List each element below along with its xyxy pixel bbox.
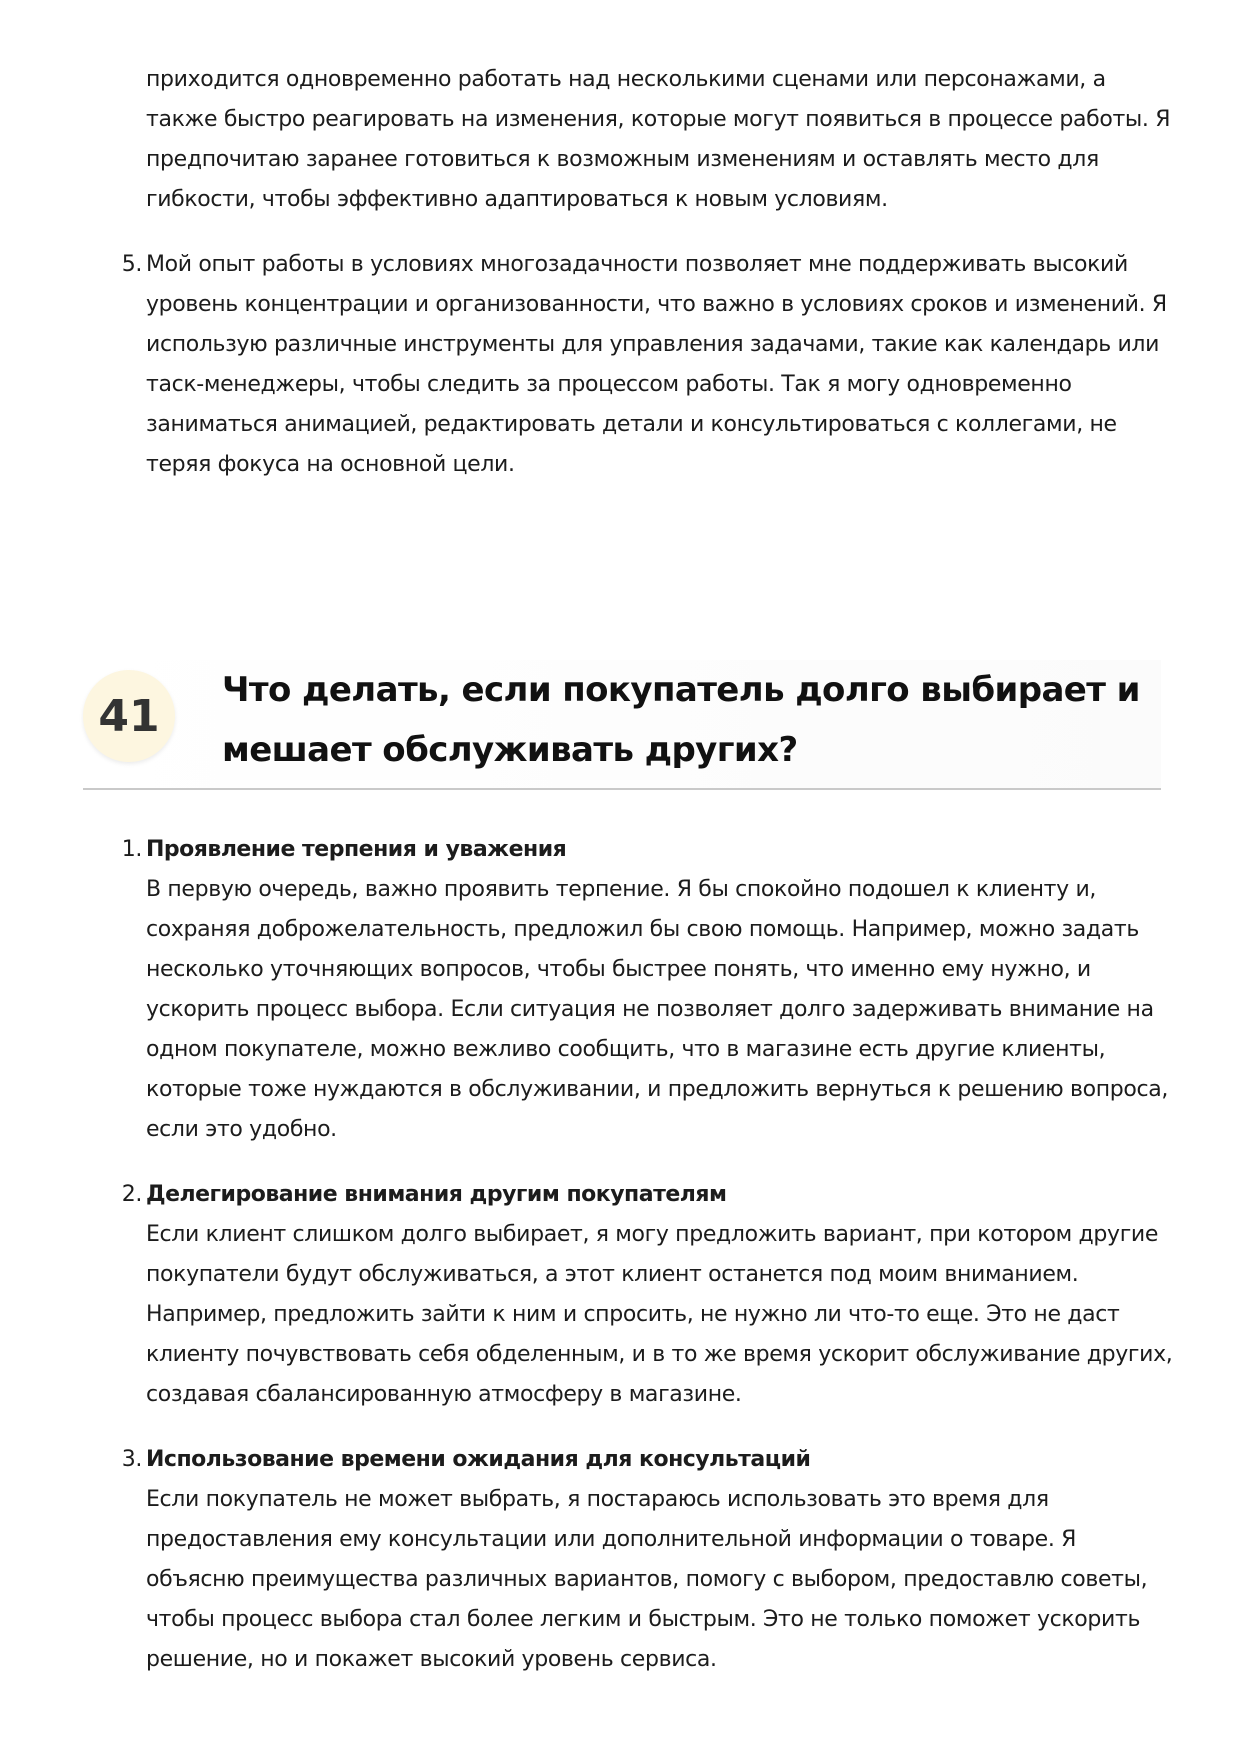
answer-body: Если покупатель не может выбрать, я постараюсь использовать это время для предоставления ему консультации или дополнительной информации о товаре. Я объясню преимущества различных вариантов, помогу с выбором, предоставлю советы, чтобы процесс выбора стал более легким и быстрым. Это не только поможет ускорить решение, но и покажет высокий уровень сервиса. <box>146 1487 1148 1672</box>
answer-title: Проявление терпения и уважения <box>146 837 567 862</box>
list-number: 2. <box>121 1182 142 1207</box>
question-title: Что делать, если покупатель долго выбирает и мешает обслуживать других? <box>222 670 1140 770</box>
question-number-badge: 41 <box>83 670 175 762</box>
list-item-5 <box>121 245 1176 485</box>
continuation-paragraph: приходится одновременно работать над несколькими сценами или персонажами, а также быстро реагировать на изменения, которые могут появиться в процессе работы. Я предпочитаю заранее готовиться к возможным изменениям и оставлять место для гибкости, чтобы эффективно адаптироваться к новым условиям. <box>146 67 1171 212</box>
question-header <box>83 660 1161 790</box>
list-number: 5. <box>121 252 142 277</box>
list-item-text: Мой опыт работы в условиях многозадачности позволяет мне поддерживать высокий уровень концентрации и организованности, что важно в условиях сроков и изменений. Я использую различные инструменты для управления задачами, такие как календарь или таск-менеджеры, чтобы следить за процессом работы. Так я могу одновременно заниматься анимацией, редактировать детали и консультироваться с коллегами, не теряя фокуса на основной цели. <box>146 252 1167 477</box>
answer-title: Делегирование внимания другим покупателям <box>146 1182 727 1207</box>
list-number: 1. <box>121 837 142 862</box>
answer-item-2 <box>121 1175 1176 1415</box>
answer-item-1 <box>121 830 1176 1150</box>
answer-item-3 <box>121 1440 1176 1680</box>
answer-body: В первую очередь, важно проявить терпение. Я бы спокойно подошел к клиенту и, сохраняя доброжелательность, предложил бы свою помощь. Например, можно задать несколько уточняющих вопросов, чтобы быстрее понять, что именно ему нужно, и ускорить процесс выбора. Если ситуация не позволяет долго задерживать внимание на одном покупателе, можно вежливо сообщить, что в магазине есть другие клиенты, которые тоже нуждаются в обслуживании, и предложить вернуться к решению вопроса, если это удобно. <box>146 877 1168 1142</box>
answer-title: Использование времени ожидания для консультаций <box>146 1447 811 1472</box>
answer-body: Если клиент слишком долго выбирает, я могу предложить вариант, при котором другие покупатели будут обслуживаться, а этот клиент останется под моим вниманием. Например, предложить зайти к ним и спросить, не нужно ли что-то еще. Это не даст клиенту почувствовать себя обделенным, и в то же время ускорит обслуживание других, создавая сбалансированную атмосферу в магазине. <box>146 1222 1173 1407</box>
list-number: 3. <box>121 1447 142 1472</box>
